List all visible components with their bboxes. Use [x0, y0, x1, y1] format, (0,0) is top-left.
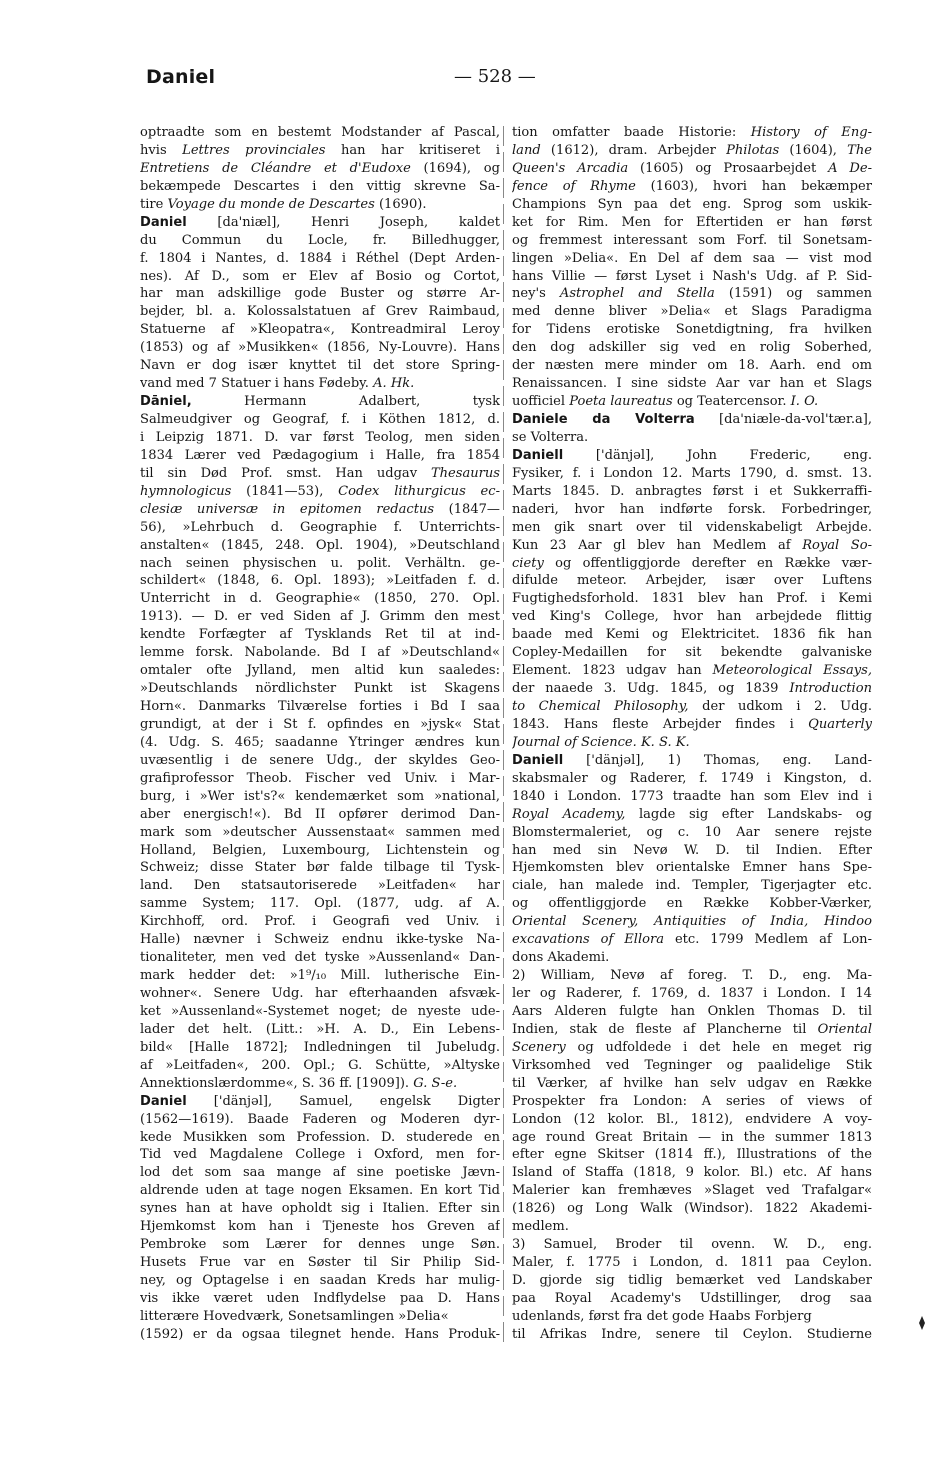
text-line: vand med 7 Statuer i hans Fødeby. A. Hk.	[140, 376, 415, 392]
text-line: aber energisch!«). Bd II opfører derimod Dan-	[140, 806, 500, 822]
text-line: difulde meteor. Arbejder, især over Luftens	[512, 573, 872, 589]
text-line: Marts 1845. D. anbragtes først i et Sukkerraffi-	[512, 483, 872, 499]
text-line: udenlands, først fra det gode Haabs Forbjerg	[512, 1308, 812, 1324]
left-text-column	[140, 124, 500, 1344]
text-line: med denne bliver »Delia« et Slags Paradigma	[512, 304, 872, 320]
text-line: Fugtighedsforhold. 1831 blev han Prof. i Kemi	[512, 591, 872, 607]
text-line: naderi, hvor han indførte forsk. Forbedringer,	[512, 501, 872, 517]
text-line: Daniell ['dänjəl], John Frederic, eng.	[512, 447, 872, 463]
entry-headword: Daniel	[140, 1093, 187, 1109]
text-line: mark som »deutscher Aussenstaat« sammen med	[140, 824, 500, 840]
text-line: lader det helt. (Litt.: »H. A. D., Ein Lebens-	[140, 1021, 500, 1037]
text-line: uvæsentlig i de senere Udg., der skyldes Geo-	[140, 752, 500, 768]
text-line: anstalten« (1845, 248. Opl. 1904), »Deutschland	[140, 537, 500, 553]
column-divider	[503, 126, 504, 1348]
text-line: Virksomhed ved Tegninger og paalidelige Stik	[512, 1057, 872, 1073]
text-line: bild« [Halle 1872]; Indledningen til Jubeludg.	[140, 1039, 500, 1055]
text-line: Tid ved Magdalene College i Oxford, men for-	[140, 1147, 500, 1163]
text-line: ket »Aussenland«-Systemet noget; de nyeste ude-	[140, 1003, 500, 1019]
text-line: Daniel [da'niæl], Henri Joseph, kaldet	[140, 214, 500, 230]
text-line: Annektionslærdomme«, S. 36 ff. [1909]). G. S-e.	[140, 1075, 458, 1091]
text-line: 56), »Lehrbuch d. Geographie f. Unterrichts-	[140, 519, 500, 535]
text-line: bekæmpede Descartes i den vittig skrevne Sa-	[140, 178, 500, 194]
text-line: han med sin Nevø W. D. til Indien. Efter	[512, 842, 872, 858]
text-line: baade med Kemi og Elektricitet. 1836 fik han	[512, 627, 872, 643]
text-line: uofficiel Poeta laureatus og Teatercensor. I. O.	[512, 394, 819, 410]
text-line: ler og Raderer, f. 1769, d. 1837 i London. I 14	[512, 986, 872, 1001]
running-header	[146, 66, 906, 96]
text-line: medlem.	[512, 1219, 569, 1235]
entry-headword: Daniell	[512, 447, 564, 463]
text-line: mark hedder det: »1⁹/₁₀ Mill. lutherische Ein-	[140, 968, 500, 984]
text-line: burg, i »Wer ist's?« kendemærket som »national,	[140, 788, 500, 804]
text-line: paa Royal Academy's Udstillinger, drog saa	[512, 1290, 872, 1306]
text-line: men gik snart over til videnskabeligt Arbejde.	[512, 519, 872, 535]
text-line: har man adskillige gode Buster og større Ar-	[140, 286, 500, 302]
entry-headword: Daniell	[512, 752, 564, 768]
text-line: Schweiz; disse Stater bør falde tilbage til Tysk-	[140, 860, 500, 876]
text-line: Daniele da Volterra [da'niæle-da-vol'tær.a],	[512, 412, 872, 427]
text-line: vis ikke været uden Indflydelse paa D. Hans	[140, 1290, 500, 1306]
text-line: for Tidens erotiske Sonetdigtning, fra hvilken	[512, 322, 872, 338]
text-line: til sin Død Prof. smst. Han udgav Thesaurus	[140, 465, 500, 481]
text-line: synes han at have opholdt sig i Italien. Efter sin	[140, 1201, 500, 1217]
text-line: Halle) nævner i Schweiz endnu ikke-tyske Na-	[140, 932, 500, 948]
text-line: f. 1804 i Nantes, d. 1884 i Réthel (Dept Arden-	[140, 250, 500, 266]
text-line: 1913). — D. er ved Siden af J. Grimm den mest	[140, 609, 500, 625]
text-line: dons Akademi.	[512, 950, 610, 966]
text-line: Aars Alderen fulgte han Onklen Thomas D. til	[512, 1003, 872, 1019]
text-line: Journal of Science. K. S. K.	[512, 734, 690, 750]
text-line: Unterricht in d. Geographie« (1850, 270. Opl.	[140, 591, 500, 607]
text-line: Entretiens de Cléandre et d'Eudoxe (1694), og	[140, 160, 500, 176]
text-line: til Værker, af hvilke han selv udgav en Række	[512, 1075, 872, 1091]
text-line: den dog adskiller sig ved en rolig Soberhed,	[512, 340, 872, 356]
text-line: grafiprofessor Theob. Fischer ved Univ. i Mar-	[140, 770, 500, 786]
text-line: 1840 i London. 1773 traadte han som Elev ind i	[512, 788, 872, 804]
text-line: (4. Udg. S. 465; saadanne Ytringer ændres kun	[140, 734, 500, 750]
text-line: Pembroke som Lærer for dennes unge Søn.	[140, 1237, 500, 1253]
text-line: efter egne Skitser (1814 ff.), Illustrations of the	[512, 1147, 872, 1163]
text-line: Statuerne af »Kleopatra«, Kontreadmiral Leroy	[140, 322, 500, 338]
text-line: ket for Rim. Men for Eftertiden er han først	[512, 214, 872, 230]
text-line: af »Leitfaden«, 200. Opl.; G. Schütte, »Altyske	[140, 1057, 500, 1073]
text-line: 1843. Hans fleste Arbejder findes i Quarterly	[512, 716, 872, 732]
text-line: Daniel ['dänjəl], Samuel, engelsk Digter	[140, 1093, 500, 1109]
text-line: »Deutschlands nördlichster Punkt ist Skagens	[140, 681, 500, 697]
text-line: se Volterra.	[512, 429, 589, 445]
text-line: Kirchhoff, ord. Prof. i Geografi ved Univ. i	[140, 914, 500, 930]
text-line: nes). Af D., som er Elev af Bosio og Cortot,	[140, 268, 500, 284]
text-line: schildert« (1848, 6. Opl. 1893); »Leitfaden f. d.	[140, 573, 500, 589]
text-line: ciety og offentliggjorde derefter en Række vær-	[512, 555, 872, 571]
text-line: Fysiker, f. i London 12. Marts 1790, d. smst. 13.	[512, 465, 872, 481]
text-line: bejder, bl. a. Kolossalstatuen af Grev Raimbaud,	[140, 304, 500, 320]
text-line: tionaliteter, men ved det tyske »Aussenland« Dan-	[140, 950, 500, 966]
text-line: du Commun du Locle, fr. Billedhugger,	[140, 232, 500, 248]
text-line: Queen's Arcadia (1605) og Prosaarbejdet A De-	[512, 160, 872, 176]
text-line: lingen »Delia«. En Del af dem saa — vist mod	[512, 250, 872, 266]
text-line: (1562—1619). Baade Faderen og Moderen dyr-	[140, 1111, 500, 1127]
text-line: og offentliggjorde en Række Kobber-Værker,	[512, 896, 872, 912]
text-line: Element. 1823 udgav han Meteorological Essays,	[512, 663, 872, 679]
text-line: i Leipzig 1871. D. var først Teolog, men siden	[140, 429, 500, 445]
text-line: kendte Forfægter af Tysklands Ret til at ind-	[140, 627, 500, 643]
text-line: Horn«. Danmarks Tilværelse forties i Bd I saa	[140, 699, 500, 714]
text-line: hans Villie — først Lyset i Nash's Udg. af P. Sid-	[512, 268, 872, 284]
text-line: Dāniel, Hermann Adalbert, tysk	[140, 394, 500, 410]
text-line: tire Voyage du monde de Descartes (1690).	[140, 196, 427, 212]
text-line: Scenery og udfoldede i det hele en meget rig	[512, 1039, 872, 1055]
text-line: wohner«. Senere Udg. har efterhaanden afsvæk-	[140, 986, 500, 1001]
text-line: 1834 Lærer ved Pædagogium i Halle, fra 1854	[140, 447, 500, 463]
text-line: lod det som saa mange af sine poetiske Jævn-	[140, 1165, 500, 1181]
text-line: skabsmaler og Raderer, f. 1749 i Kingston, d.	[512, 770, 872, 786]
text-line: Salmeudgiver og Geograf, f. i Köthen 1812, d.	[140, 412, 500, 427]
text-line: Malerier kan fremhæves »Slaget ved Trafalgar«	[512, 1183, 872, 1199]
text-line: hvis Lettres provinciales han har kritiseret i	[140, 142, 500, 158]
text-line: 3) Samuel, Broder til ovenn. W. D., eng.	[512, 1237, 872, 1253]
text-line: Oriental Scenery, Antiquities of India, Hindoo	[512, 914, 872, 930]
text-line: lemme forsk. Nabolande. Bd I af »Deutschland«	[140, 645, 500, 661]
text-line: ved King's College, hvor han arbejdede flittig	[512, 609, 872, 625]
text-line: samme System; 117. Opl. (1877, udg. af A.	[140, 896, 500, 912]
right-text-column	[512, 124, 872, 1344]
text-line: Husets Frue var en Søster til Sir Philip Sid-	[140, 1255, 500, 1271]
text-line: til Afrikas Indre, senere til Ceylon. Studierne	[512, 1326, 872, 1342]
text-line: land. Den statsautoriserede »Leitfaden« har	[140, 878, 500, 894]
text-line: Hjemkomst kom han i Tjeneste hos Greven af	[140, 1219, 500, 1235]
text-line: Renaissancen. I sine sidste Aar var han et Slags	[512, 376, 872, 392]
text-line: Royal Academy, lagde sig efter Landskabs- og	[512, 806, 872, 822]
text-line: ciale, han malede ind. Templer, Tigerjagter etc.	[512, 878, 872, 894]
running-head-word: Daniel	[146, 66, 216, 88]
margin-mark-icon	[919, 1316, 925, 1330]
text-line: aldrende uden at tage nogen Eksamen. En kort Tid	[140, 1183, 500, 1199]
text-line: ney, og Optagelse i en saadan Kreds har mulig-	[140, 1273, 500, 1288]
text-line: Hjemkomsten blev orientalske Emner hans Spe-	[512, 860, 872, 876]
text-line: London (12 kolor. Bl., 1812), endvidere A voy-	[512, 1111, 872, 1127]
text-line: Blomstermaleriet, og c. 10 Aar senere rejste	[512, 824, 872, 840]
text-line: to Chemical Philosophy, der udkom i 2. Udg.	[512, 699, 872, 714]
text-line: nach seinen physischen u. polit. Verhältn. ge-	[140, 555, 500, 571]
text-line: land (1612), dram. Arbejder Philotas (1604), The	[512, 142, 872, 158]
text-line: omtaler ofte Jylland, men altid kun saaledes:	[140, 663, 500, 679]
text-line: og fremmest interessant som Forf. til Sonetsam-	[512, 232, 872, 248]
text-line: age round Great Britain — in the summer 1813	[512, 1129, 872, 1145]
entry-headword: Daniele da Volterra	[512, 412, 695, 427]
text-line: Navn er dog især knyttet til det store Spring-	[140, 358, 500, 374]
text-line: Copley-Medaillen for sit bekendte galvaniske	[512, 645, 872, 661]
text-line: der næsten mere minder om 18. Aarh. end om	[512, 358, 872, 374]
text-line: der naaede 3. Udg. 1845, og 1839 Introduction	[512, 681, 872, 697]
text-line: grundigt, at der i St f. opfindes en »jysk« Stat	[140, 716, 500, 732]
text-line: hymnologicus (1841—53), Codex lithurgicus ec-	[140, 483, 500, 499]
entry-headword: Daniel	[140, 214, 187, 230]
text-line: (1826) og Long Walk (Windsor). 1822 Akademi-	[512, 1201, 872, 1217]
text-line: optraadte som en bestemt Modstander af Pascal,	[140, 125, 500, 140]
text-line: fence of Rhyme (1603), hvori han bekæmper	[512, 178, 872, 194]
text-line: (1853) og af »Musikken« (1856, Ny-Louvre). Hans	[140, 340, 500, 356]
text-line: ney's Astrophel and Stella (1591) og sammen	[512, 286, 872, 302]
text-line: litterære Hovedværk, Sonetsamlingen »Delia«	[140, 1308, 449, 1324]
text-line: tion omfatter baade Historie: History of Eng-	[512, 125, 872, 140]
text-line: Indien, stak de fleste af Plancherne til Oriental	[512, 1021, 872, 1037]
entry-headword: Dāniel,	[140, 394, 192, 410]
text-line: kede Musikken som Profession. D. studerede en	[140, 1129, 500, 1145]
text-line: Maler, f. 1775 i London, d. 1811 paa Ceylon.	[512, 1255, 872, 1271]
text-line: (1592) er da ogsaa tilegnet hende. Hans Produk-	[140, 1326, 500, 1342]
text-line: Kun 23 Aar gl blev han Medlem af Royal So-	[512, 537, 872, 553]
page-number: — 528 —	[454, 66, 536, 87]
text-line: clesiæ universæ in epitomen redactus (1847—	[140, 501, 500, 517]
text-line: Champions Syn paa det eng. Sprog som uskik-	[512, 196, 872, 212]
text-line: Island of Staffa (1818, 9 kolor. Bl.) etc. Af hans	[512, 1165, 872, 1181]
text-line: excavations of Ellora etc. 1799 Medlem af Lon-	[512, 932, 872, 948]
text-line: Holland, Belgien, Luxembourg, Lichtenstein og	[140, 842, 500, 858]
text-line: Prospekter fra London: A series of views of	[512, 1093, 872, 1109]
text-line: D. gjorde sig tidlig bemærket ved Landskaber	[512, 1273, 872, 1288]
text-line: Daniell ['dänjəl], 1) Thomas, eng. Land-	[512, 752, 872, 768]
text-line: 2) William, Nevø af foreg. T. D., eng. Ma-	[512, 968, 872, 984]
